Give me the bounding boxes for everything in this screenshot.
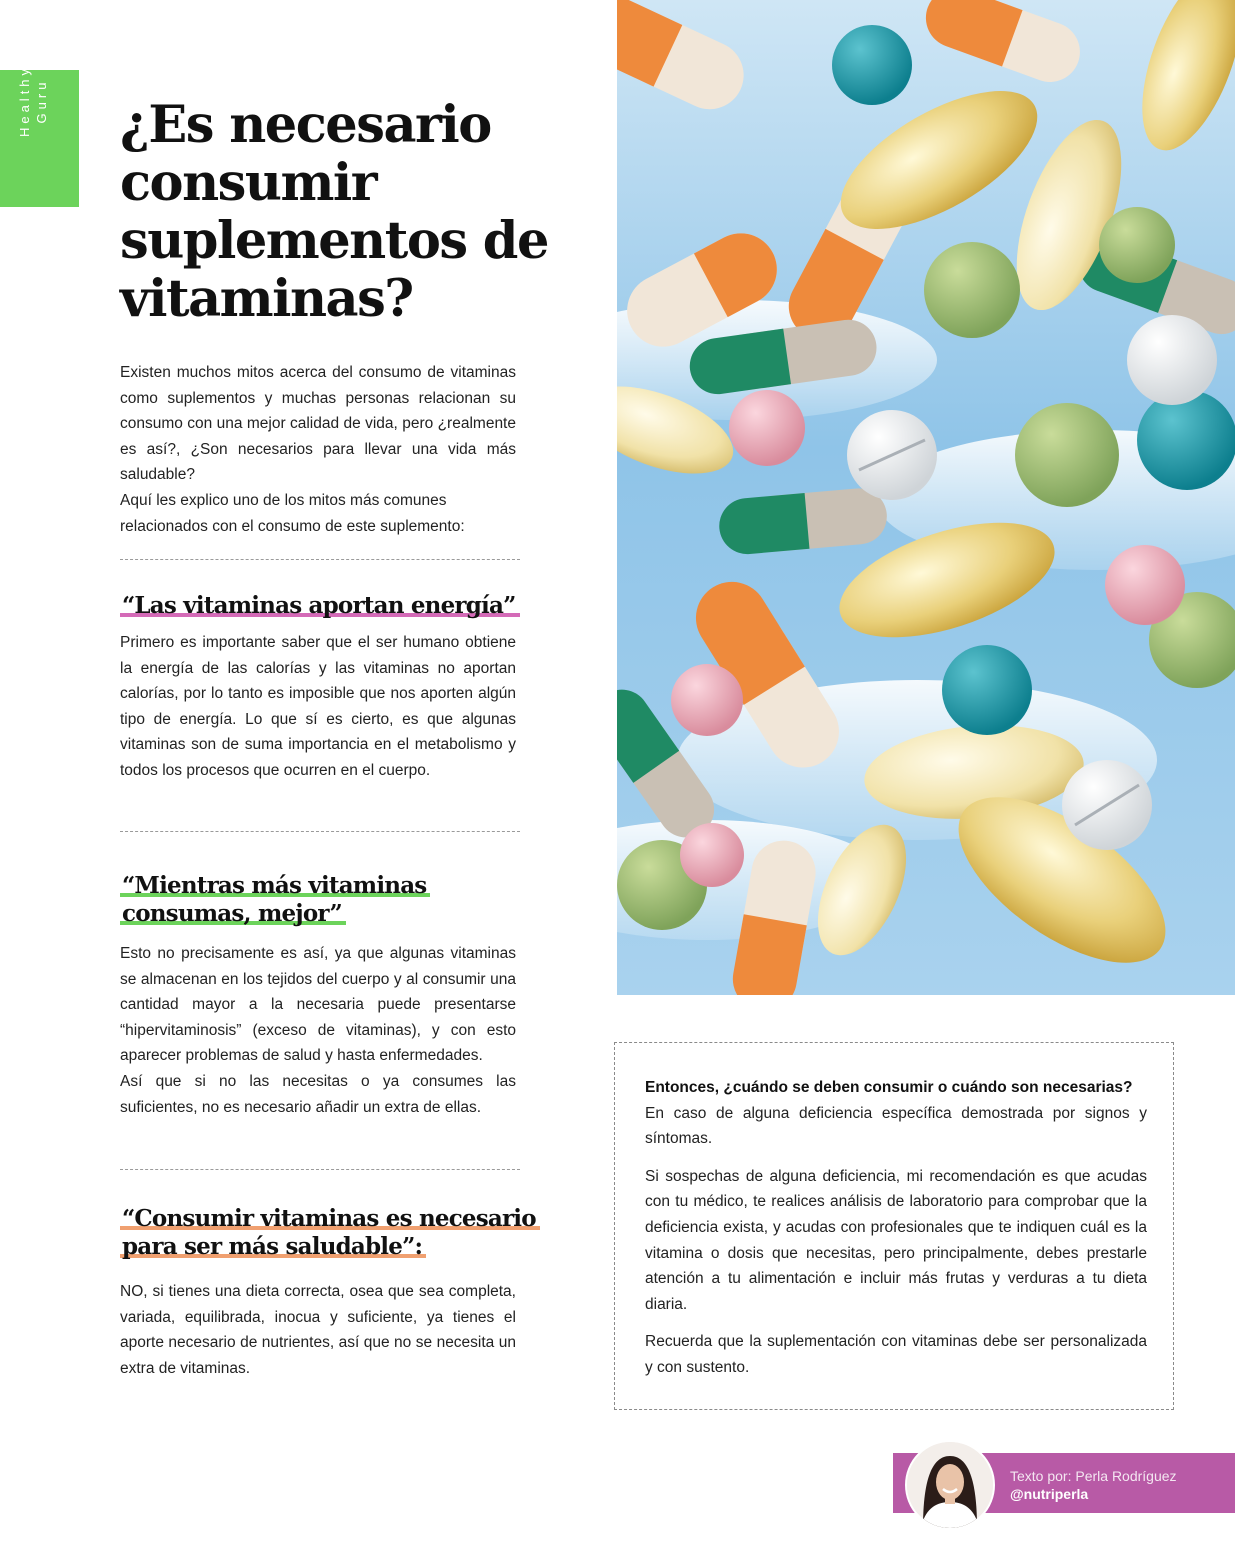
myth-heading-line: consumas, mejor” <box>120 900 346 927</box>
myth-heading-line: para ser más saludable”: <box>120 1233 426 1260</box>
author-handle: @nutriperla <box>1010 1486 1089 1502</box>
myth-body-energy <box>120 630 516 784</box>
intro-paragraph: Aquí les explico uno de los mitos más comunes relacionados con el consumo de este suplemento: <box>120 491 465 535</box>
article-title: ¿Es necesario consumir suplementos de vitaminas? <box>120 95 548 329</box>
myth-paragraph: NO, si tienes una dieta correcta, osea que sea completa, variada, equilibrada, inocua y suficiente, ya tienes el aporte necesario de nutrientes, así que no se necesita un extra de vitaminas. <box>120 1283 516 1377</box>
myth-paragraph: Esto no precisamente es así, ya que algunas vitaminas se almacenan en los tejidos del cuerpo y al consumir una cantidad mayor a la necesaria puede presentarse “hipervitaminosis” (exceso de vitaminas), y con esto aparecer problemas de salud y hasta enfermedades. <box>120 945 516 1065</box>
myth-body-more <box>120 941 516 1120</box>
info-box-content <box>645 1075 1147 1393</box>
author-avatar <box>905 1440 995 1530</box>
myth-heading-healthier <box>120 1205 540 1261</box>
section-divider <box>120 559 520 560</box>
info-box-recommendation: Si sospechas de alguna deficiencia, mi recomendación es que acudas con tu médico, te realices análisis de laboratorio para comprobar que la deficiencia exista, y acudas con profesionales que te indiquen cuál es la vitamina o dosis que necesitas, pero principalmente, debes prestarle atención a tu alimentación e incluir más frutas y verduras a tu dieta diaria. <box>645 1167 1147 1313</box>
section-tab-line1: Healthy <box>17 64 32 138</box>
info-box-closing: Recuerda que la suplementación con vitaminas debe ser personalizada y con sustento. <box>645 1333 1147 1376</box>
myth-heading-line: “Las vitaminas aportan energía” <box>120 592 520 619</box>
section-divider <box>120 1169 520 1170</box>
section-divider <box>120 831 520 832</box>
info-box-question: Entonces, ¿cuándo se deben consumir o cuándo son necesarias? <box>645 1079 1133 1096</box>
myth-heading-more <box>120 872 430 928</box>
myth-paragraph: Así que si no las necesitas o ya consumes las suficientes, no es necesario añadir un extra de ellas. <box>120 1072 516 1116</box>
author-byline: Texto por: Perla Rodríguez <box>1010 1468 1177 1484</box>
intro-paragraph: Existen muchos mitos acerca del consumo de vitaminas como suplementos y muchas personas relacionan su consumo con una mejor calidad de vida, pero ¿realmente es así?, ¿Son necesarios para llevar una vida más saludable? <box>120 364 516 484</box>
info-box-answer: En caso de alguna deficiencia específica demostrada por signos y síntomas. <box>645 1104 1147 1148</box>
vitamin-pills-photo <box>617 0 1235 995</box>
myth-paragraph: Primero es importante saber que el ser humano obtiene la energía de las calorías y las vitaminas no aportan calorías, por lo tanto es imposible que nos aporten algún tipo de energía. Lo que sí es cierto, es que algunas vitaminas son de suma importancia en el metabolismo y todos los procesos que ocurren en el cuerpo. <box>120 634 516 779</box>
section-tab-line2: Guru <box>34 78 49 124</box>
myth-heading-line: “Mientras más vitaminas <box>120 872 430 899</box>
myth-heading-line: “Consumir vitaminas es necesario <box>120 1205 540 1232</box>
myth-body-healthier <box>120 1279 516 1381</box>
intro-text <box>120 360 516 539</box>
section-tab <box>0 64 79 207</box>
info-box <box>614 1042 1174 1410</box>
info-box-paragraph <box>645 1075 1147 1152</box>
myth-heading-energy <box>120 592 520 620</box>
section-tab-label <box>16 41 50 161</box>
